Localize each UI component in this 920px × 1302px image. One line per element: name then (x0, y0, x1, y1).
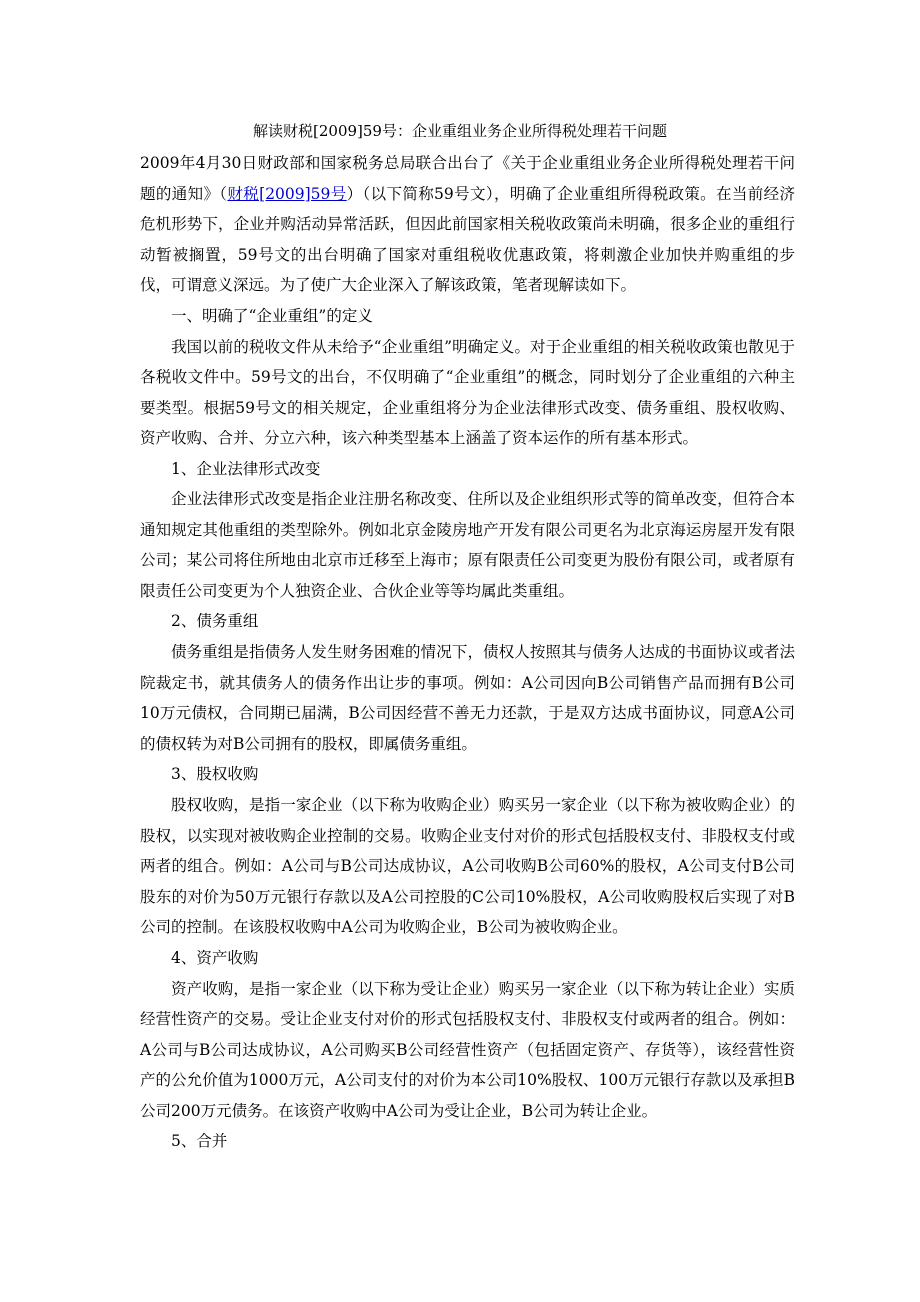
intro-text-2: ）（以下简称59号文），明确了企业重组所得税政策。在当前经济危机形势下，企业并购活动异常活跃，但因此前国家相关税收政策尚未明确，很多企业的重组行动暂被搁置，59号文的出台明确了国家对重组税收优惠政策，将刺激企业加快并购重组的步伐，可谓意义深远。为了使广大企业深入了解该政策，笔者现解读如下。 (140, 184, 795, 295)
section-heading: 2、债务重组 (171, 612, 259, 631)
policy-document-link[interactable]: 财税[2009]59号 (227, 184, 347, 203)
section-heading: 5、合并 (171, 1132, 228, 1151)
document-title: 解读财税[2009]59号：企业重组业务企业所得税处理若干问题 (253, 122, 667, 140)
section-paragraph: 企业法律形式改变是指企业注册名称改变、住所以及企业组织形式等的简单改变，但符合本通知规定其他重组的类型除外。例如北京金陵房地产开发有限公司更名为北京海运房屋开发有限公司；某公司将住所地由北京市迁移至上海市；原有限责任公司变更为股份有限公司，或者原有限责任公司变更为个人独资企业、合伙企业等等均属此类重组。 (140, 490, 795, 600)
section-paragraph: 我国以前的税收文件从未给予“企业重组”明确定义。对于企业重组的相关税收政策也散见于各税收文件中。59号文的出台，不仅明确了“企业重组”的概念，同时划分了企业重组的六种主要类型。根据59号文的相关规定，企业重组将分为企业法律形式改变、债务重组、股权收购、资产收购、合并、分立六种，该六种类型基本上涵盖了资本运作的所有基本形式。 (140, 337, 795, 448)
section-heading: 1、企业法律形式改变 (171, 459, 321, 478)
section-paragraph: 股权收购，是指一家企业（以下称为收购企业）购买另一家企业（以下称为被收购企业）的股权，以实现对被收购企业控制的交易。收购企业支付对价的形式包括股权支付、非股权支付或两者的组合。例如：A公司与B公司达成协议，A公司收购B公司60%的股权，A公司支付B公司股东的对价为50万元银行存款以及A公司控股的C公司10%股权，A公司收购股权后实现了对B公司的控制。在该股权收购中A公司为收购企业，B公司为被收购企业。 (140, 795, 795, 937)
section-paragraph: 资产收购，是指一家企业（以下称为受让企业）购买另一家企业（以下称为转让企业）实质经营性资产的交易。受让企业支付对价的形式包括股权支付、非股权支付或两者的组合。例如：A公司与B公司达成协议，A公司购买B公司经营性资产（包括固定资产、存货等），该经营性资产的公允价值为1000万元，A公司支付的对价为本公司10%股权、100万元银行存款以及承担B公司200万元债务。在该资产收购中A公司为受让企业，B公司为转让企业。 (140, 979, 795, 1120)
section-paragraph: 债务重组是指债务人发生财务困难的情况下，债权人按照其与债务人达成的书面协议或者法院裁定书，就其债务人的债务作出让步的事项。例如：A公司因向B公司销售产品而拥有B公司10万元债权，合同期已届满，B公司因经营不善无力还款，于是双方达成书面协议，同意A公司的债权转为对B公司拥有的股权，即属债务重组。 (140, 642, 795, 753)
intro-paragraph (140, 148, 795, 301)
body-text-1 (140, 148, 795, 485)
section-heading: 3、股权收购 (171, 765, 259, 784)
section-heading: 4、资产收购 (171, 948, 259, 967)
section-heading: 一、明确了“企业重组”的定义 (171, 306, 373, 325)
intro-text-1: 2009年4月30日财政部和国家税务总局联合出台了《关于企业重组业务企业所得税处理若干问题的通知》（ (140, 154, 795, 203)
body-text-2 (140, 484, 795, 1157)
